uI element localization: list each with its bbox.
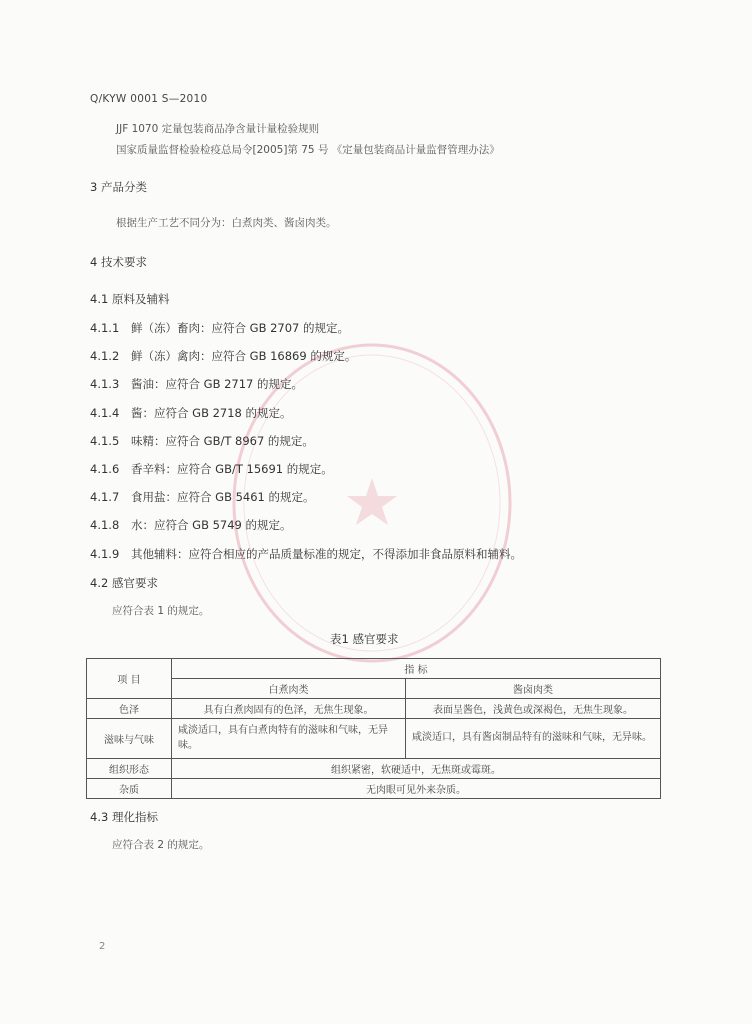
table-row bbox=[87, 699, 661, 719]
row-col1: 咸淡适口，具有白煮肉特有的滋味和气味，无异味。 bbox=[172, 719, 406, 759]
section-4-1-heading: 4.1 原料及辅料 bbox=[90, 292, 170, 306]
clause-text: 食用盐：应符合 GB 5461 的规定。 bbox=[131, 490, 315, 504]
row-item: 组织形态 bbox=[87, 759, 172, 779]
row-item: 色泽 bbox=[87, 699, 172, 719]
table-1-caption: 表1 感官要求 bbox=[330, 632, 399, 646]
section-4-3-text: 应符合表 2 的规定。 bbox=[112, 839, 210, 851]
reference-line-1: JJF 1070 定量包装商品净含量计量检验规则 bbox=[116, 123, 320, 135]
clause-number: 4.1.4 bbox=[90, 406, 120, 420]
clause-number: 4.1.2 bbox=[90, 349, 120, 363]
clause-text: 鲜（冻）禽肉：应符合 GB 16869 的规定。 bbox=[131, 349, 357, 363]
reference-line-2: 国家质量监督检验检疫总局令[2005]第 75 号 《定量包装商品计量监督管理办法》 bbox=[116, 144, 500, 156]
clause-number: 4.1.5 bbox=[90, 434, 120, 448]
clause-text: 鲜（冻）畜肉：应符合 GB 2707 的规定。 bbox=[131, 321, 350, 335]
sensory-requirements-table bbox=[86, 658, 661, 799]
table-row bbox=[87, 719, 661, 759]
clause-number: 4.1.6 bbox=[90, 462, 120, 476]
section-4-3-heading: 4.3 理化指标 bbox=[90, 810, 158, 824]
row-merged: 组织紧密，软硬适中，无焦斑或霉斑。 bbox=[172, 759, 661, 779]
table-row bbox=[87, 779, 661, 799]
row-col2: 表面呈酱色，浅黄色或深褐色，无焦生现象。 bbox=[406, 699, 661, 719]
section-3-heading: 3 产品分类 bbox=[90, 180, 147, 194]
clause-number: 4.1.8 bbox=[90, 518, 120, 532]
clause-text: 酱油：应符合 GB 2717 的规定。 bbox=[131, 377, 304, 391]
clause-text: 酱：应符合 GB 2718 的规定。 bbox=[131, 406, 292, 420]
table-header-item: 项 目 bbox=[87, 659, 172, 699]
clause-text: 味精：应符合 GB/T 8967 的规定。 bbox=[131, 434, 314, 448]
standard-code: Q/KYW 0001 S—2010 bbox=[90, 93, 208, 105]
page-number: 2 bbox=[99, 941, 106, 952]
section-4-heading: 4 技术要求 bbox=[90, 255, 147, 269]
table-header-col1: 白煮肉类 bbox=[172, 679, 406, 699]
row-item: 滋味与气味 bbox=[87, 719, 172, 759]
clause-text: 水：应符合 GB 5749 的规定。 bbox=[131, 518, 292, 532]
clause-number: 4.1.1 bbox=[90, 321, 120, 335]
table-header-index: 指 标 bbox=[172, 659, 661, 679]
row-col1: 具有白煮肉固有的色泽，无焦生现象。 bbox=[172, 699, 406, 719]
clause-number: 4.1.3 bbox=[90, 377, 120, 391]
clause-text: 其他辅料：应符合相应的产品质量标准的规定，不得添加非食品原料和辅料。 bbox=[131, 547, 522, 561]
section-4-2-heading: 4.2 感官要求 bbox=[90, 576, 158, 590]
table-header-col2: 酱卤肉类 bbox=[406, 679, 661, 699]
table-row bbox=[87, 759, 661, 779]
row-merged: 无肉眼可见外来杂质。 bbox=[172, 779, 661, 799]
section-3-text: 根据生产工艺不同分为：白煮肉类、酱卤肉类。 bbox=[116, 217, 337, 229]
clause-number: 4.1.9 bbox=[90, 547, 120, 561]
row-item: 杂质 bbox=[87, 779, 172, 799]
clause-text: 香辛料：应符合 GB/T 15691 的规定。 bbox=[131, 462, 333, 476]
section-4-2-text: 应符合表 1 的规定。 bbox=[112, 605, 210, 617]
clause-number: 4.1.7 bbox=[90, 490, 120, 504]
row-col2: 咸淡适口，具有酱卤制品特有的滋味和气味，无异味。 bbox=[406, 719, 661, 759]
